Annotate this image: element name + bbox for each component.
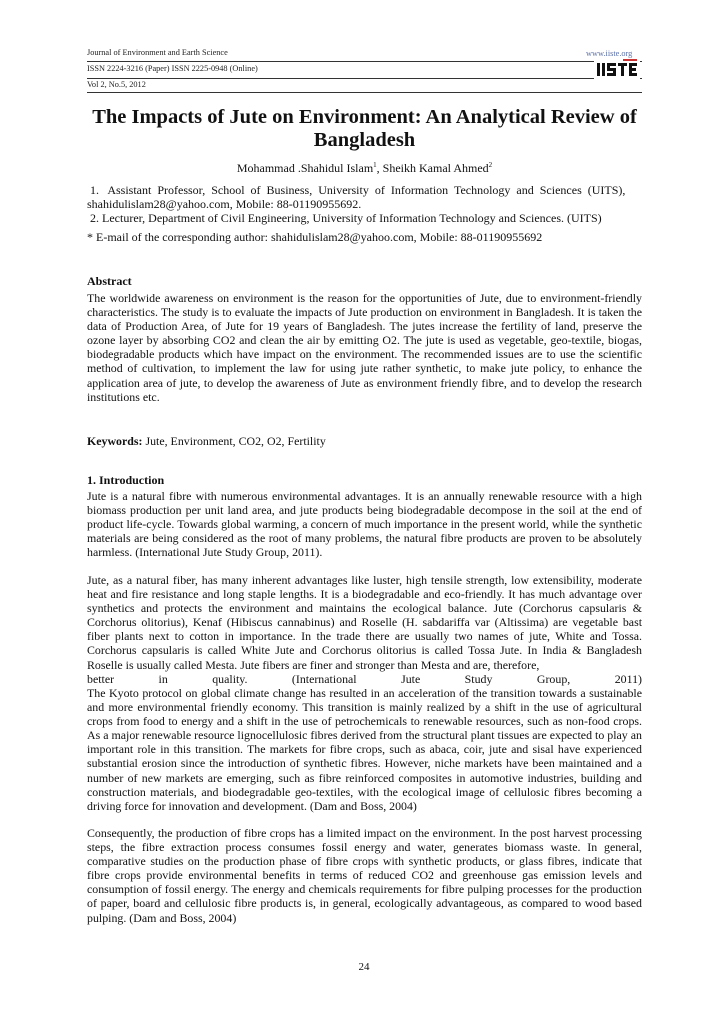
affiliation-2: 2. Lecturer, Department of Civil Engineering, University of Information Technology and Sciences. (UITS) <box>87 211 602 225</box>
header-rule-2 <box>87 78 642 79</box>
journal-issn: ISSN 2224-3216 (Paper) ISSN 2225-0948 (Online) <box>87 64 258 73</box>
author-separator: , <box>376 161 383 175</box>
journal-url-link[interactable]: www.iiste.org <box>586 49 633 58</box>
author-line <box>87 158 642 175</box>
journal-volume: Vol 2, No.5, 2012 <box>87 80 146 89</box>
author-1: Mohammad .Shahidul Islam <box>236 161 374 175</box>
intro-paragraph-3: The Kyoto protocol on global climate change has resulted in an acceleration of the transition towards a sustainable and more environmental friendly economy. This transition is mainly realized by a shift in the use of agricultural crops from food to energy and a shift in the use of petrochemicals to renewable resources, such as non-food crops. As a major renewable resource lignocellulosic fibres derived from the structural plant tissues are expected to play an important role in this transition. The markets for fibre crops, such as abaca, coir, jute and sisal have experienced substantial erosion since the introduction of synthetic fibres. However, niche markets have been maintained and a number of new markets are emerging, such as fibre reinforced composites in automotive industries, building and construction materials, and biodegradable geo-textiles, with the ecological image of cellulosic fibres becoming a driving force for innovation and development. (Dam and Boss, 2004) <box>87 686 642 813</box>
affiliation-1-email: shahidulislam28@yahoo.com, Mobile: 88-01190955692. <box>87 197 362 211</box>
keywords-text: Jute, Environment, CO2, O2, Fertility <box>142 434 326 448</box>
intro-paragraph-2-last-line: better in quality. (International Jute Study Group, 2011) <box>87 672 642 686</box>
corresponding-author: * E-mail of the corresponding author: shahidulislam28@yahoo.com, Mobile: 88-01190955692 <box>87 230 543 244</box>
paper-title-line-1: The Impacts of Jute on Environment: An Analytical Review of <box>92 106 637 128</box>
abstract-text: The worldwide awareness on environment is the reason for the opportunities of Jute, due to environment-friendly characteristics. The study is to evaluate the impacts of Jute production on environment in Bangladesh. It is taken the data of Production Area, of Jute for 19 years of Bangladesh. The jutes increase the fertility of land, preserve the ozone layer by absorbing CO2 and clean the air by emitting O2. The jute is used as vegetable, geo-textile, biogas, biodegradable products which have impact on the environment. The recommended issues are to use the scientific method of cultivation, to implement the law for using jute rather synthetic, to make jute policy, to enhance the application area of jute, to develop the awareness of Jute as environment friendly fibre, and to develop the research institutions etc. <box>87 291 642 404</box>
journal-name: Journal of Environment and Earth Science <box>87 48 228 57</box>
header-rule-1 <box>87 61 642 62</box>
keywords <box>87 434 642 448</box>
author-2: Sheikh Kamal Ahmed <box>382 161 489 175</box>
intro-paragraph-2: Jute, as a natural fiber, has many inherent advantages like luster, high tensile strength, low extensibility, moderate heat and fire resistance and long staple lengths. It is a biodegradable and eco-friendly. It has much advantage over synthetics and protects the environment and maintains the ecological balance. Jute (Corchorus capsularis & Corchorus olitorius), Kenaf (Hibiscus cannabinus) and Roselle (H. sabdariffa var (Altissima) are vegetable bast fiber plants next to cotton in importance. In the trade there are usually two names of jute, White and Tossa. Corchorus capsularis is called White Jute and Corchorus olitorius is called Tossa Jute. In India & Bangladesh Roselle is usually called Mesta. Jute fibers are finer and stronger than Mesta and are, therefore, <box>87 573 642 672</box>
intro-paragraph-1: Jute is a natural fibre with numerous environmental advantages. It is an annually renewable resource with a high biomass production per unit land area, and jute products being biodegradable decompose in the soil at the end of product life-cycle. Towards global warming, a concern of much importance in the present world, while the synthetic materials are being considered as the root of many problems, the natural fibre products are proven to be absolutely harmless. (International Jute Study Group, 2011). <box>87 489 642 560</box>
abstract-heading: Abstract <box>87 274 132 288</box>
paper-title <box>87 106 642 152</box>
affiliation-1-line-1: 1. Assistant Professor, School of Business, University of Information Technology and Sciences (UITS), <box>87 183 626 197</box>
iiste-logo-icon <box>594 58 640 79</box>
author-1-affiliation-mark: 1 <box>373 161 377 169</box>
intro-paragraph-4: Consequently, the production of fibre crops has a limited impact on the environment. In the post harvest processing steps, the fibre extraction process consumes fossil energy and water, generates biomass waste. In general, comparative studies on the production phase of fibre crops with synthetic products, or glass fibres, indicate that fibre crops provide environmental benefits in terms of reduced CO2 and greenhouse gas emission levels and consumption of fossil energy. The energy and chemicals requirements for fibre pulping processes for the production of paper, board and cellulosic fibre products is, in general, ecologically advantageous, as compared to wood based pulping. (Dam and Boss, 2004) <box>87 826 642 925</box>
author-2-affiliation-mark: 2 <box>488 161 493 169</box>
paper-title-line-2: Bangladesh <box>313 129 416 151</box>
introduction-heading: 1. Introduction <box>87 473 165 487</box>
keywords-label: Keywords: <box>87 434 143 448</box>
page-number: 24 <box>358 961 370 973</box>
header-rule-3 <box>87 92 642 93</box>
